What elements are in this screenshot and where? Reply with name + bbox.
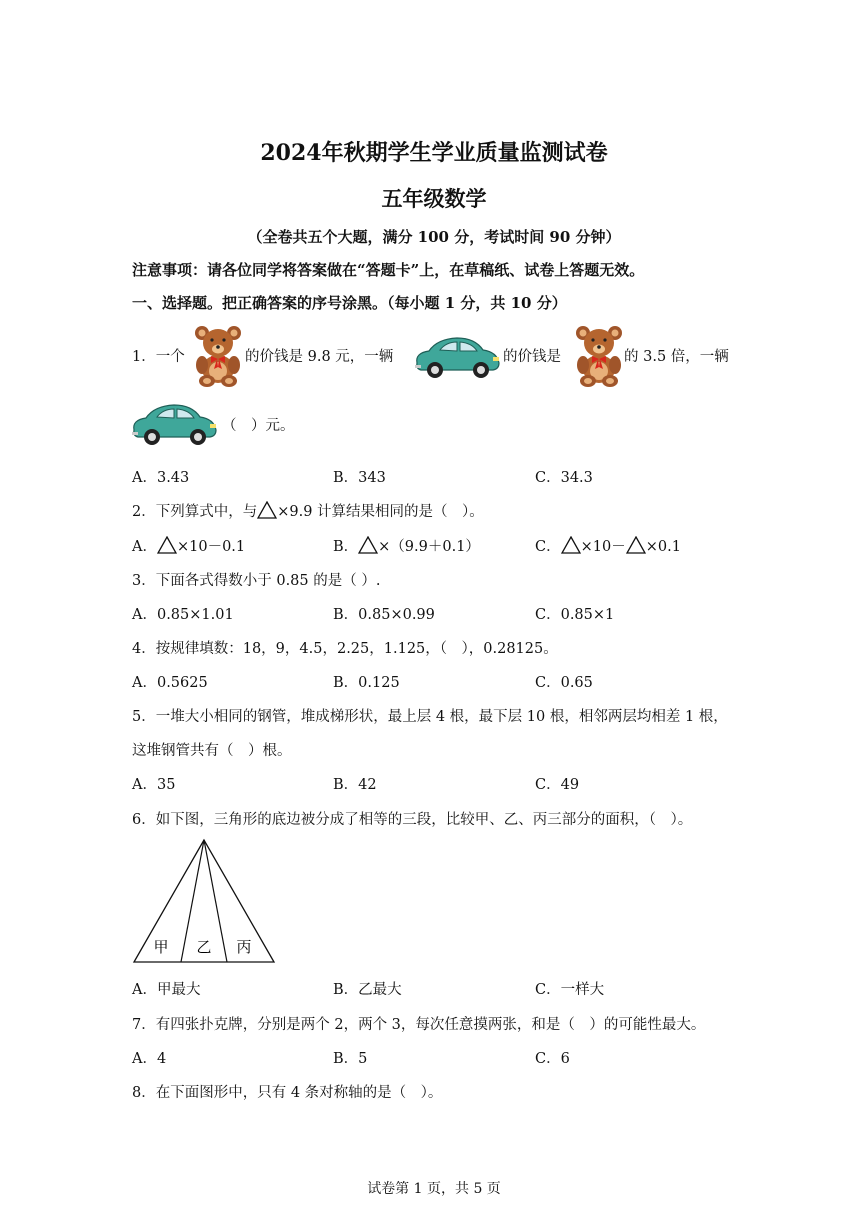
teddy-bear-icon xyxy=(574,323,624,387)
question-8: 8．在下面图形中，只有 4 条对称轴的是（ ）。 xyxy=(132,1085,443,1101)
question-2: 2．下列算式中，与 ×9.9 计算结果相同的是（ ）。 xyxy=(132,500,484,521)
page-footer: 试卷第 1 页，共 5 页 xyxy=(367,1181,501,1197)
option-a[interactable]: A．甲最大 xyxy=(132,982,201,998)
figure-label-bing: 丙 xyxy=(236,938,252,956)
option-a[interactable]: A．4 xyxy=(132,1051,167,1067)
question-6: 6．如下图，三角形的底边被分成了相等的三段，比较甲、乙、丙三部分的面积，（ ）。 xyxy=(132,812,693,828)
triangle-icon xyxy=(358,536,378,554)
toy-car-icon xyxy=(130,400,218,446)
figure-label-yi: 乙 xyxy=(196,938,212,956)
option-c[interactable]: C． ×10－ ×0.1 xyxy=(535,535,681,556)
page-title: 2024年秋期学生学业质量监测试卷 xyxy=(260,140,608,166)
option-b[interactable]: B．0.85×0.99 xyxy=(333,607,435,623)
triangle-icon xyxy=(626,536,646,554)
teddy-bear-icon xyxy=(193,323,243,387)
option-c[interactable]: C．0.65 xyxy=(535,675,593,691)
notice: 注意事项：请各位同学将答案做在“答题卡”上，在草稿纸、试卷上答题无效。 xyxy=(132,261,645,279)
question-7: 7．有四张扑克牌，分别是两个 2，两个 3，每次任意摸两张，和是（ ）的可能性最大。 xyxy=(132,1017,706,1033)
option-a[interactable]: A．0.5625 xyxy=(132,675,208,691)
option-b[interactable]: B．5 xyxy=(333,1051,368,1067)
option-a[interactable]: A．35 xyxy=(132,777,176,793)
question-1-text: 的价钱是 9.8 元，一辆 xyxy=(245,349,394,365)
question-4: 4．按规律填数：18，9，4.5，2.25，1.125，（ ），0.28125。 xyxy=(132,641,558,657)
option-c[interactable]: C．49 xyxy=(535,777,580,793)
question-5-line2: 这堆钢管共有（ ）根。 xyxy=(132,743,292,759)
option-c[interactable]: C．0.85×1 xyxy=(535,607,615,623)
question-5: 5．一堆大小相同的钢管，堆成梯形状，最上层 4 根，最下层 10 根，相邻两层均相差 1 根， xyxy=(132,709,728,725)
option-b[interactable]: B．42 xyxy=(333,777,377,793)
option-c[interactable]: C．34.3 xyxy=(535,470,593,486)
toy-car-icon xyxy=(413,333,501,379)
question-1: 1．一个 xyxy=(132,349,185,365)
triangle-icon xyxy=(561,536,581,554)
triangle-figure xyxy=(128,836,280,966)
figure-label-jia: 甲 xyxy=(153,938,169,956)
option-a[interactable]: A．0.85×1.01 xyxy=(132,607,234,623)
option-c[interactable]: C．一样大 xyxy=(535,982,605,998)
option-a[interactable]: A． ×10－0.1 xyxy=(132,535,245,556)
triangle-icon xyxy=(157,536,177,554)
option-b[interactable]: B．0.125 xyxy=(333,675,400,691)
option-b[interactable]: B．乙最大 xyxy=(333,982,402,998)
question-1-text: （ ）元。 xyxy=(222,418,295,434)
option-b[interactable]: B．343 xyxy=(333,470,386,486)
triangle-icon xyxy=(257,501,277,519)
option-b[interactable]: B． ×（9.9＋0.1） xyxy=(333,535,480,556)
question-1-text: 的 3.5 倍，一辆 xyxy=(624,349,729,365)
page-subtitle: 五年级数学 xyxy=(381,186,487,211)
option-a[interactable]: A．3.43 xyxy=(132,470,190,486)
section-heading: 一、选择题。把正确答案的序号涂黑。（每小题 1 分，共 10 分） xyxy=(132,294,567,312)
option-c[interactable]: C．6 xyxy=(535,1051,570,1067)
exam-info: （全卷共五个大题，满分 100 分，考试时间 90 分钟） xyxy=(247,228,621,246)
question-1-text: 的价钱是 xyxy=(503,349,561,365)
question-3: 3．下面各式得数小于 0.85 的是（ ）. xyxy=(132,573,381,589)
